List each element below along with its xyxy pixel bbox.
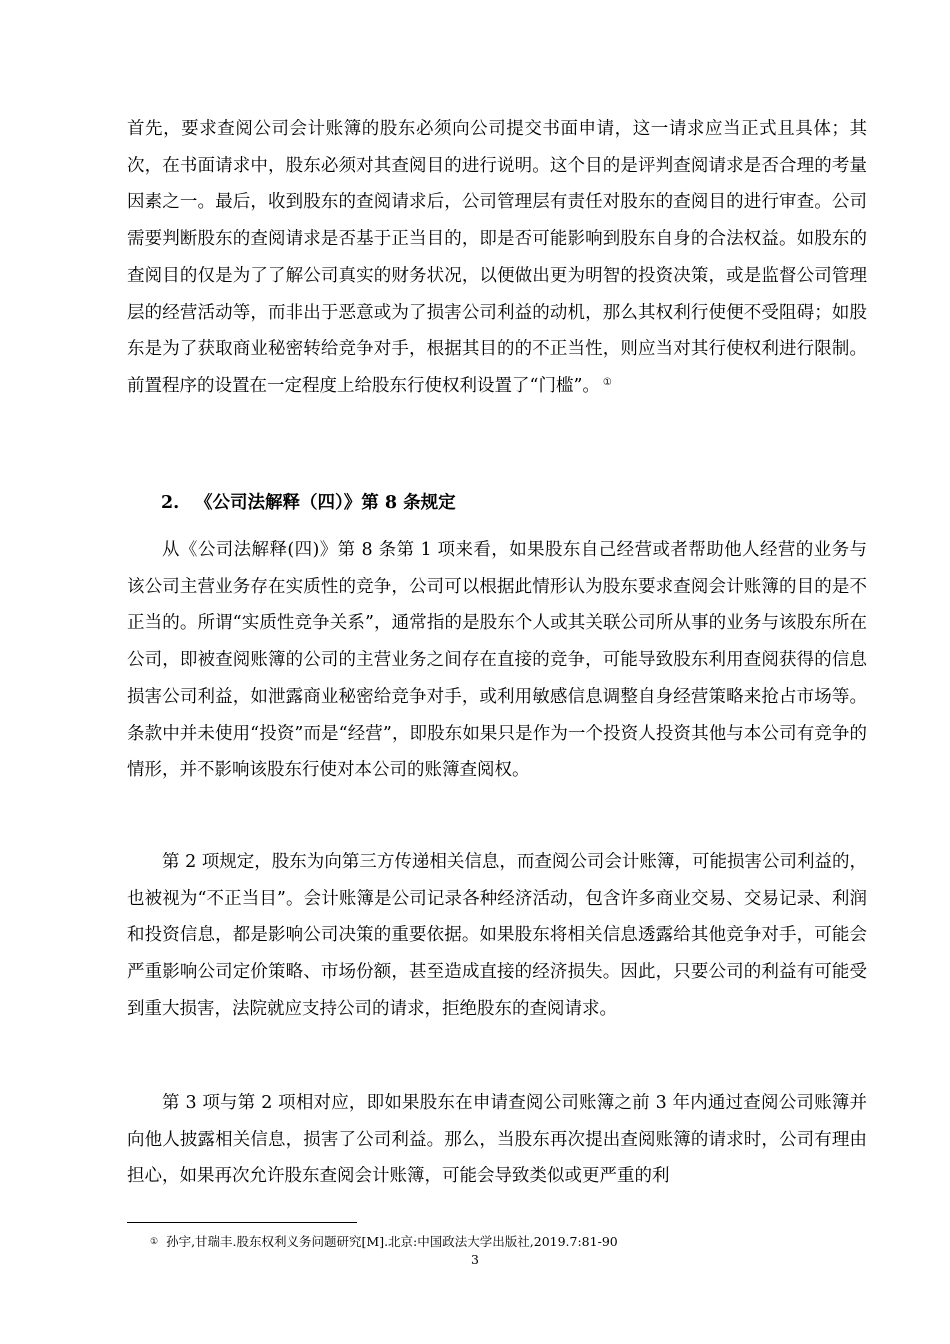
section-number: 2. — [161, 493, 180, 513]
paragraph-2: 从《公司法解释(四)》第 8 条第 1 项来看，如果股东自己经营或者帮助他人经营的业务与该公司主营业务存在实质性的竞争，公司可以根据此情形认为股东要求查阅会计账簿的目的是不正当的。所谓“实质性竞争关系”，通常指的是股东个人或其关联公司所从事的业务与该股东所在公司，即被查阅账簿的公司的主营业务之间存在直接的竞争，可能导致股东利用查阅获得的信息损害公司利益，如泄露商业秘密给竞争对手，或利用敏感信息调整自身经营策略来抢占市场等。条款中并未使用“投资”而是“经营”，即股东如果只是作为一个投资人投资其他与本公司有竞争的情形，并不影响该股东行使对本公司的账簿查阅权。 — [127, 540, 867, 781]
footnote — [150, 1233, 618, 1251]
paragraph-4: 第 3 项与第 2 项相对应，即如果股东在申请查阅公司账簿之前 3 年内通过查阅公司账簿并向他人披露相关信息，损害了公司利益。那么，当股东再次提出查阅账簿的请求时，公司有理由担心，如果再次允许股东查阅会计账簿，可能会导致类似或更严重的利 — [127, 1093, 867, 1187]
paragraph-1 — [127, 111, 867, 405]
footnote-separator — [127, 1222, 357, 1223]
section-heading — [161, 488, 456, 518]
footnote-reference[interactable]: ① — [602, 376, 612, 388]
footnote-mark: ① — [150, 1237, 159, 1247]
page-number: 3 — [471, 1252, 479, 1267]
section-title: 《公司法解释（四）》第 8 条规定 — [195, 493, 456, 513]
paragraph-3: 第 2 项规定，股东为向第三方传递相关信息，而查阅公司会计账簿，可能损害公司利益的，也被视为“不正当目”。会计账簿是公司记录各种经济活动，包含许多商业交易、交易记录、利润和投资信息，都是影响公司决策的重要依据。如果股东将相关信息透露给其他竞争对手，可能会严重影响公司定价策略、市场份额，甚至造成直接的经济损失。因此，只要公司的利益有可能受到重大损害，法院就应支持公司的请求，拒绝股东的查阅请求。 — [127, 852, 867, 1019]
footnote-text: 孙宇,甘瑞丰.股东权利义务问题研究[M].北京:中国政法大学出版社,2019.7:81-90 — [166, 1234, 618, 1249]
paragraph-1-text: 首先，要求查阅公司会计账簿的股东必须向公司提交书面申请，这一请求应当正式且具体；其次，在书面请求中，股东必须对其查阅目的进行说明。这个目的是评判查阅请求是否合理的考量因素之一。最后，收到股东的查阅请求后，公司管理层有责任对股东的查阅目的进行审查。公司需要判断股东的查阅请求是否基于正当目的，即是否可能影响到股东自身的合法权益。如股东的查阅目的仅是为了了解公司真实的财务状况，以便做出更为明智的投资决策，或是监督公司管理层的经营活动等，而非出于恶意或为了损害公司利益的动机，那么其权利行使便不受阻碍；如股东是为了获取商业秘密转给竞争对手，根据其目的的不正当性，则应当对其行使权利进行限制。前置程序的设置在一定程度上给股东行使权利设置了“门槛”。 — [127, 119, 867, 396]
